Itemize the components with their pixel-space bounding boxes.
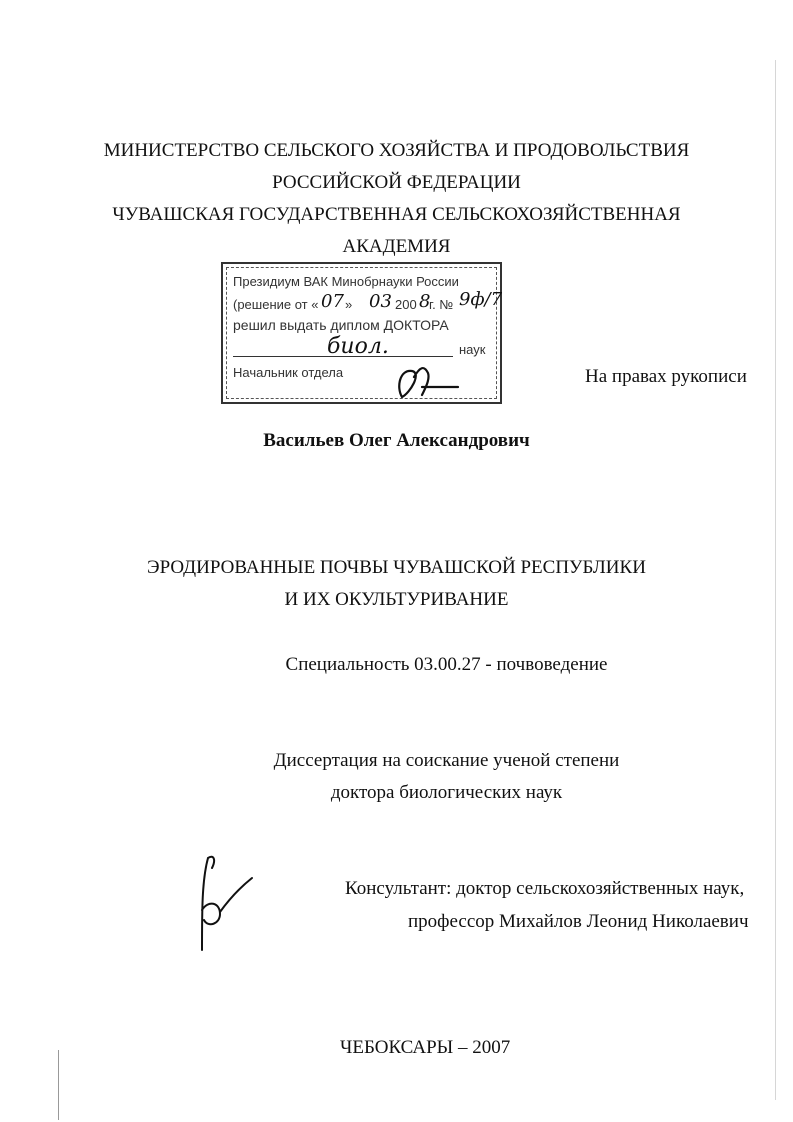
specialty: Специальность 03.00.27 - почвоведение: [285, 654, 608, 675]
stamp-year-digit: 8: [419, 291, 431, 312]
stamp-month: 03: [369, 291, 392, 312]
vak-stamp: [221, 262, 502, 404]
dissertation-line-2: доктора биологических наук: [330, 782, 563, 803]
author-name: Васильев Олег Александрович: [263, 430, 530, 451]
title-line-2: И ИХ ОКУЛЬТУРИВАНИЕ: [284, 589, 509, 610]
consultant-signature-icon: [190, 850, 260, 960]
scan-edge-left: [58, 1050, 59, 1120]
title-line-1: ЭРОДИРОВАННЫЕ ПОЧВЫ ЧУВАШСКОЙ РЕСПУБЛИКИ: [147, 557, 646, 578]
manuscript-note: На правах рукописи: [585, 366, 747, 387]
consultant-line-2: профессор Михайлов Леонид Николаевич: [408, 911, 749, 932]
stamp-decision-line: [233, 289, 503, 315]
stamp-number-label: г. №: [429, 297, 454, 312]
stamp-line-diploma: решил выдать диплом ДОКТОРА: [233, 317, 449, 333]
stamp-head-label: Начальник отдела: [233, 365, 344, 380]
stamp-signature-icon: [388, 357, 468, 407]
stamp-day: 07: [321, 291, 344, 312]
footer-city-year: ЧЕБОКСАРЫ – 2007: [340, 1037, 511, 1058]
stamp-year-prefix: 200: [395, 297, 417, 312]
dissertation-line-1: Диссертация на соискание ученой степени: [273, 750, 620, 771]
stamp-decision-prefix: (решение от «: [233, 297, 319, 312]
header-line-1: МИНИСТЕРСТВО СЕЛЬСКОГО ХОЗЯЙСТВА И ПРОДОВОЛЬСТВИЯ: [103, 140, 690, 161]
stamp-line-presidium: Президиум ВАК Минобрнауки России: [233, 274, 459, 289]
header-line-3: ЧУВАШСКАЯ ГОСУДАРСТВЕННАЯ СЕЛЬСКОХОЗЯЙСТВЕННАЯ: [112, 204, 681, 225]
header-line-4: АКАДЕМИЯ: [342, 236, 451, 257]
stamp-number: 9ф/7: [459, 289, 503, 310]
consultant-line-1: Консультант: доктор сельскохозяйственных наук,: [345, 878, 745, 899]
header-line-2: РОССИЙСКОЙ ФЕДЕРАЦИИ: [272, 172, 521, 193]
stamp-month-sep: »: [345, 297, 353, 312]
stamp-field-value: биол.: [327, 334, 389, 359]
stamp-field-suffix: наук: [459, 342, 486, 357]
